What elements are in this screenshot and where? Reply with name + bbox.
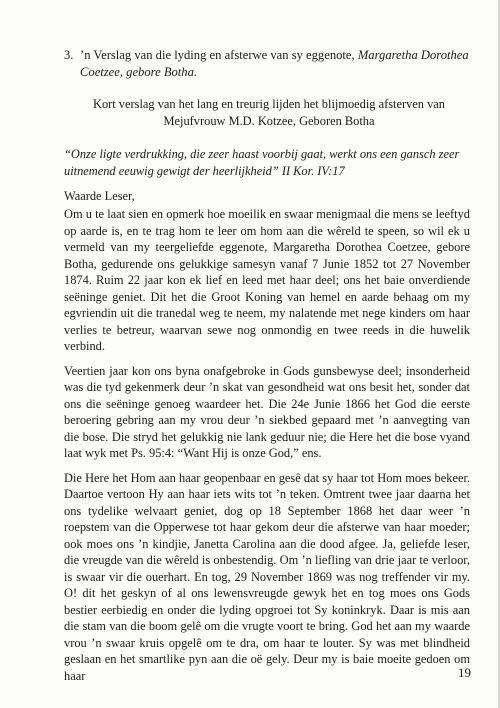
item-name: Margaretha Dorothea Coetzee, gebore Botha.: [80, 48, 469, 79]
item-lead: ’n Verslag van die lyding en afsterwe van sy eggenote,: [80, 48, 355, 62]
item-number: 3.: [64, 48, 74, 62]
salutation: Waarde Leser,: [64, 189, 135, 203]
epigraph: “Onze ligte verdrukking, die zeer haast voorbij gaat, werkt ons een gansch zeer uitnemend eeuwig gewigt der heerlijkheid” II Kor. IV:17: [64, 147, 460, 178]
report-title: Kort verslag van het lang en treurig lijden het blijmoedig afsterven van Mejufvrouw M.D. Kotzee, Geboren Botha: [93, 97, 445, 128]
numbered-item: [64, 47, 472, 81]
paragraph: Veertien jaar kon ons byna onafgebroke in Gods gunsbewyse deel; insonderheid was die tyd gekenmerk deur ’n skat van gesondheid wat ons besit het, sonder dat ons die seëninge genoeg waardeer het. Die 24e Junie 1866 het God die eerste beroering gebring aan my vrou deur ’n siekbed gepaard met ’n aanvegting van die bose. Die stryd het gelukkig nie lank geduur nie; die Here het die bose vyand laat wyk met Ps. 95:4: “Want Hij is onze God,” ens.: [64, 363, 470, 460]
item-heading: [80, 47, 472, 81]
paragraph: Die Here het Hom aan haar geopenbaar en gesê dat sy haar tot Hom moes bekeer. Daartoe vertoon Hy aan haar iets wits tot ’n teken. Omtrent twee jaar daarna het ons tydelike welvaart geniet, dog op 18 September 1868 het daar weer ’n roepstem van die Opperwese tot haar gekom deur die afsterwe van haar moeder; ook moes ons ’n kindjie, Janetta Carolina aan die dood afgee. Ja, geliefde leser, die vreugde van die wêreld is onbestendig. Om ’n liefling van drie jaar te verloor, is swaar vir die ouerhart. En tog, 29 November 1869 was nog treffender vir my. O! dit het geskyn of al ons lewensvreugde gewyk het en tog moes ons Gods bestier eerbiedig en onder die lyding opgroei tot Sy koninkryk. Daar is mis aan die stam van die boom gelê om die vrugte voort te bring. God het aan my waarde vrou ’n swaar kruis opgelê om te dra, om haar te louter. Sy was met blindheid geslaan en het smartlike pyn aan die oë gely. Deur my is baie moeite gedoen om haar: [64, 470, 470, 683]
page-number: 19: [458, 665, 471, 680]
paragraph: Om u te laat sien en opmerk hoe moeilik en swaar menigmaal die mens se leeftyd op aarde is, en te trag hom te leer om hom aan die wêreld te speen, so wil ek u vermeld van my teergeliefde eggenote, Margaretha Dorothea Coetzee, gebore Botha, gedurende ons gelukkige samesyn vanaf 7 Junie 1852 tot 27 November 1874. Ruim 22 jaar kon ek lief en leed met haar deel; ons het baie onverdiende seëninge geniet. Dit het die Groot Koning van hemel en aarde behaag om my egvriendin uit die tranedal weg te neem, my nalatende met nege kinders om haar verlies te betreur, waarvan sewe nog onmondig en twee reeds in die huwelik verbind.: [64, 207, 470, 353]
body-text: [64, 206, 470, 684]
